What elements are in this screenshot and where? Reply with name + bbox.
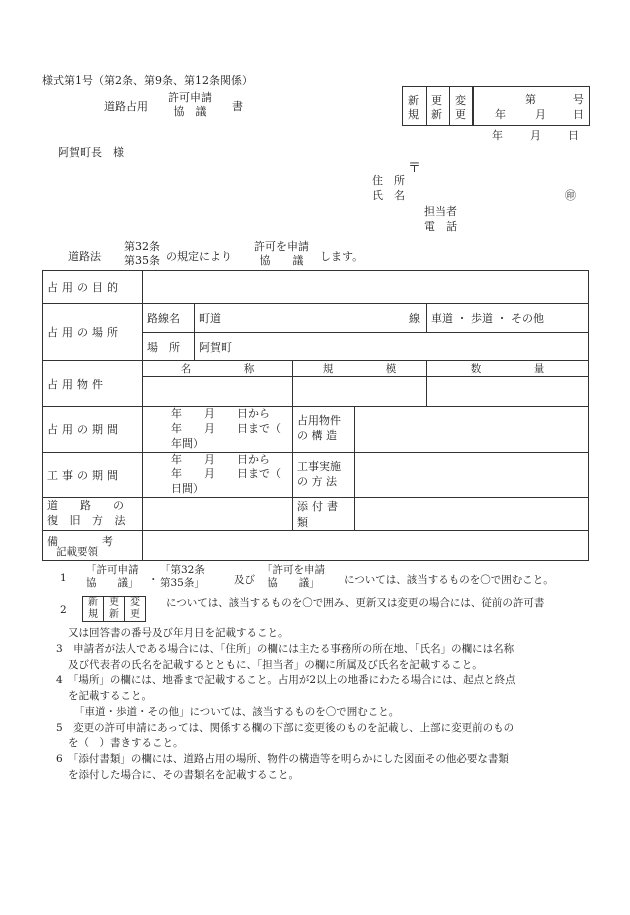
remarks-field[interactable] <box>143 531 589 561</box>
note-kind-box: 新 規 更 新 変 更 <box>82 596 146 622</box>
col-quantity-header: 数 量 <box>427 361 589 377</box>
object-quantity-field[interactable] <box>427 377 589 407</box>
contact-person-label: 担当者 <box>424 205 457 218</box>
road-type-options[interactable]: 車道 ・ 歩道 ・ その他 <box>427 304 589 333</box>
style-number: 様式第1号（第2条、第9条、第12条関係） <box>42 74 253 87</box>
restoration-label: 道 路 の 復 旧 方 法 <box>43 498 143 531</box>
permit-number-box <box>472 86 590 126</box>
construction-period-label: 工事の期間 <box>43 452 143 498</box>
law-articles: 第32条 第35条 <box>124 240 160 267</box>
application-kind-box <box>402 86 474 126</box>
attachments-label: 添付書類 <box>293 498 355 531</box>
construction-method-label: 工事実施 の 方 法 <box>293 452 355 498</box>
object-scale-field[interactable] <box>293 377 427 407</box>
kind-change[interactable]: 変 更 <box>455 94 466 121</box>
date-month: 月 <box>530 129 541 142</box>
occupancy-table <box>42 270 589 561</box>
name-label: 氏 名 <box>372 189 405 202</box>
addressee: 阿賀町長 様 <box>58 146 124 159</box>
number-dai: 第 <box>525 93 536 106</box>
title-suffix: 書 <box>232 100 243 113</box>
object-structure-label: 占用物件 の 構 造 <box>293 407 355 453</box>
construction-method-field[interactable] <box>355 452 589 498</box>
purpose-label: 占用の目的 <box>43 271 143 304</box>
location-label: 占用の場所 <box>43 304 143 361</box>
purpose-field[interactable] <box>143 271 589 304</box>
col-name-header: 名 称 <box>143 361 293 377</box>
permit-date-day: 日 <box>573 108 584 121</box>
object-structure-field[interactable] <box>355 407 589 453</box>
objects-label: 占用物件 <box>43 361 143 407</box>
period-field[interactable]: 年 月 日から 年 月 日まで（ 年間） <box>143 407 293 453</box>
route-name-value: 町道 <box>199 312 221 325</box>
kind-new[interactable]: 新 規 <box>403 87 427 125</box>
notes-body: 又は回答書の番号及び年月日を記載すること。 3 申請者が法人である場合には、「住所」の欄には主たる事務所の所在地、「氏名」の欄には名称 及び代表者の氏名を記載するとともに、「担当者」の欄に所属及び氏名を記載すること。 4 「場所」の欄には、地番まで記載すること。占用が2以上の地番にわたる場合には、起点と終点 を記載すること。 「車道・歩道・その他」については、該当するものを〇で囲むこと。 5 変更の許可申請にあっては、関係する欄の下部に変更後のものを記載し、上部に変更前のもの を（ ）書きすること。 6 「添付書類」の欄には、道路占用の場所、物件の構造等を明らかにした図面その他必要な書類 を添付した場合に、その書類名を記載すること。 <box>56 627 516 781</box>
title-options: 許可申請 協 議 <box>168 91 212 118</box>
route-name-label: 路線名 <box>143 304 195 333</box>
kind-renewal[interactable]: 更 新 <box>426 87 450 125</box>
col-scale-header: 規 模 <box>293 361 427 377</box>
construction-period-field[interactable]: 年 月 日から 年 月 日まで（ 日間） <box>143 452 293 498</box>
law-text: の規定により <box>166 250 232 263</box>
attachments-field[interactable] <box>355 498 589 531</box>
period-label: 占用の期間 <box>43 407 143 453</box>
date-day: 日 <box>568 129 579 142</box>
object-name-field[interactable] <box>143 377 293 407</box>
phone-label: 電 話 <box>424 220 457 233</box>
law-end: します。 <box>320 250 364 263</box>
place-label: 場 所 <box>143 333 195 361</box>
restoration-field[interactable] <box>143 498 293 531</box>
law-name: 道路法 <box>68 250 101 263</box>
route-name-field[interactable] <box>195 304 427 333</box>
place-field[interactable]: 阿賀町 <box>195 333 589 361</box>
title-prefix: 道路占用 <box>104 100 148 113</box>
law-options: 許可を申請 協 議 <box>254 240 309 267</box>
remarks-label: 備 考 <box>43 531 143 561</box>
line-suffix: 線 <box>409 312 420 325</box>
notes-heading: 記載要領 <box>56 546 98 558</box>
seal-mark: ㊞ <box>565 189 576 202</box>
permit-date-month: 月 <box>535 108 546 121</box>
number-go: 号 <box>573 93 584 106</box>
permit-date-year: 年 <box>495 108 506 121</box>
postal-mark: 〒 <box>408 161 422 176</box>
date-year: 年 <box>492 129 503 142</box>
address-label: 住 所 <box>372 174 405 187</box>
